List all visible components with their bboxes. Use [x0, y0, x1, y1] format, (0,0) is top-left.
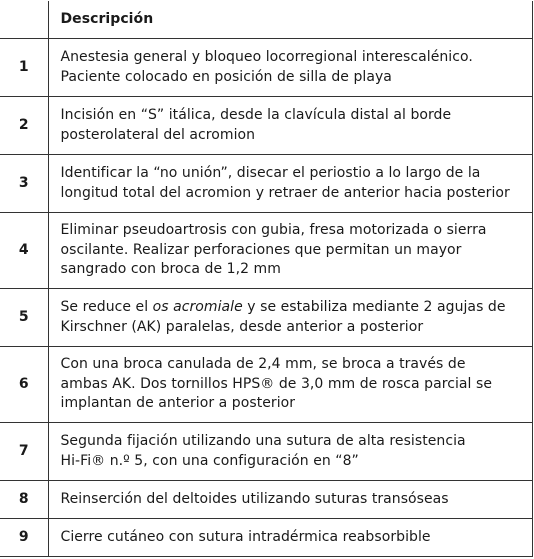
- step-line: Anestesia general y bloqueo locorregional interescalénico.: [60, 49, 473, 65]
- step-line: Cierre cutáneo con sutura intradérmica reabsorbible: [60, 528, 431, 545]
- step-description: [48, 423, 532, 481]
- step-line: Incisión en “S” itálica, desde la clavícula distal al borde: [60, 107, 452, 123]
- step-line: Paciente colocado en posición de silla de playa: [60, 68, 392, 85]
- table-row: [0, 155, 532, 213]
- procedure-table: [0, 1, 533, 557]
- step-line: Segunda fijación utilizando una sutura de alta resistencia: [60, 433, 466, 449]
- step-number: 3: [0, 155, 48, 213]
- step-line: Kirschner (AK) paralelas, desde anterior a posterior: [60, 318, 424, 335]
- step-line: Con una broca canulada de 2,4 mm, se broca a través de: [60, 356, 466, 373]
- table-row: [0, 39, 532, 97]
- step-line: Hi-Fi® n.º 5, con una configuración en “8”: [60, 452, 359, 469]
- table-row: [0, 213, 532, 289]
- step-description: [48, 481, 532, 519]
- step-line-pre: Se reduce el: [60, 299, 153, 315]
- step-number: 9: [0, 519, 48, 557]
- step-line: posterolateral del acromion: [60, 126, 256, 143]
- table-row: [0, 519, 532, 557]
- step-number: 1: [0, 39, 48, 97]
- step-number: 4: [0, 213, 48, 289]
- step-number: 8: [0, 481, 48, 519]
- step-number: 6: [0, 347, 48, 423]
- step-description: [48, 347, 532, 423]
- table-row: [0, 481, 532, 519]
- step-line: oscilante. Realizar perforaciones que permitan un mayor: [60, 241, 462, 258]
- step-number: 2: [0, 97, 48, 155]
- step-line-italic: os acromiale: [152, 299, 243, 315]
- step-line-post: y se estabiliza mediante 2 agujas de: [242, 299, 506, 315]
- step-line: sangrado con broca de 1,2 mm: [60, 261, 281, 278]
- table-row: [0, 423, 532, 481]
- step-line: Identificar la “no unión”, disecar el periostio a lo largo de la: [60, 165, 481, 181]
- step-line: Eliminar pseudoartrosis con gubia, fresa motorizada o sierra: [60, 222, 487, 239]
- step-description: [48, 213, 532, 289]
- step-line: ambas AK. Dos tornillos HPS® de 3,0 mm de rosca parcial se: [60, 375, 492, 392]
- table-row: [0, 347, 532, 423]
- description-column-header: Descripción: [48, 1, 532, 39]
- step-description: [48, 97, 532, 155]
- number-column-header: [0, 1, 48, 39]
- table-header-row: [0, 1, 532, 39]
- step-description: [48, 519, 532, 557]
- step-description: [48, 39, 532, 97]
- step-number: 5: [0, 289, 48, 347]
- table-row: [0, 97, 532, 155]
- step-line: Reinserción del deltoides utilizando suturas transóseas: [60, 490, 449, 507]
- table-row: [0, 289, 532, 347]
- step-line: longitud total del acromion y retraer de anterior hacia posterior: [60, 184, 510, 201]
- step-description: [48, 289, 532, 347]
- step-line: implantan de anterior a posterior: [60, 395, 296, 412]
- step-description: [48, 155, 532, 213]
- step-number: 7: [0, 423, 48, 481]
